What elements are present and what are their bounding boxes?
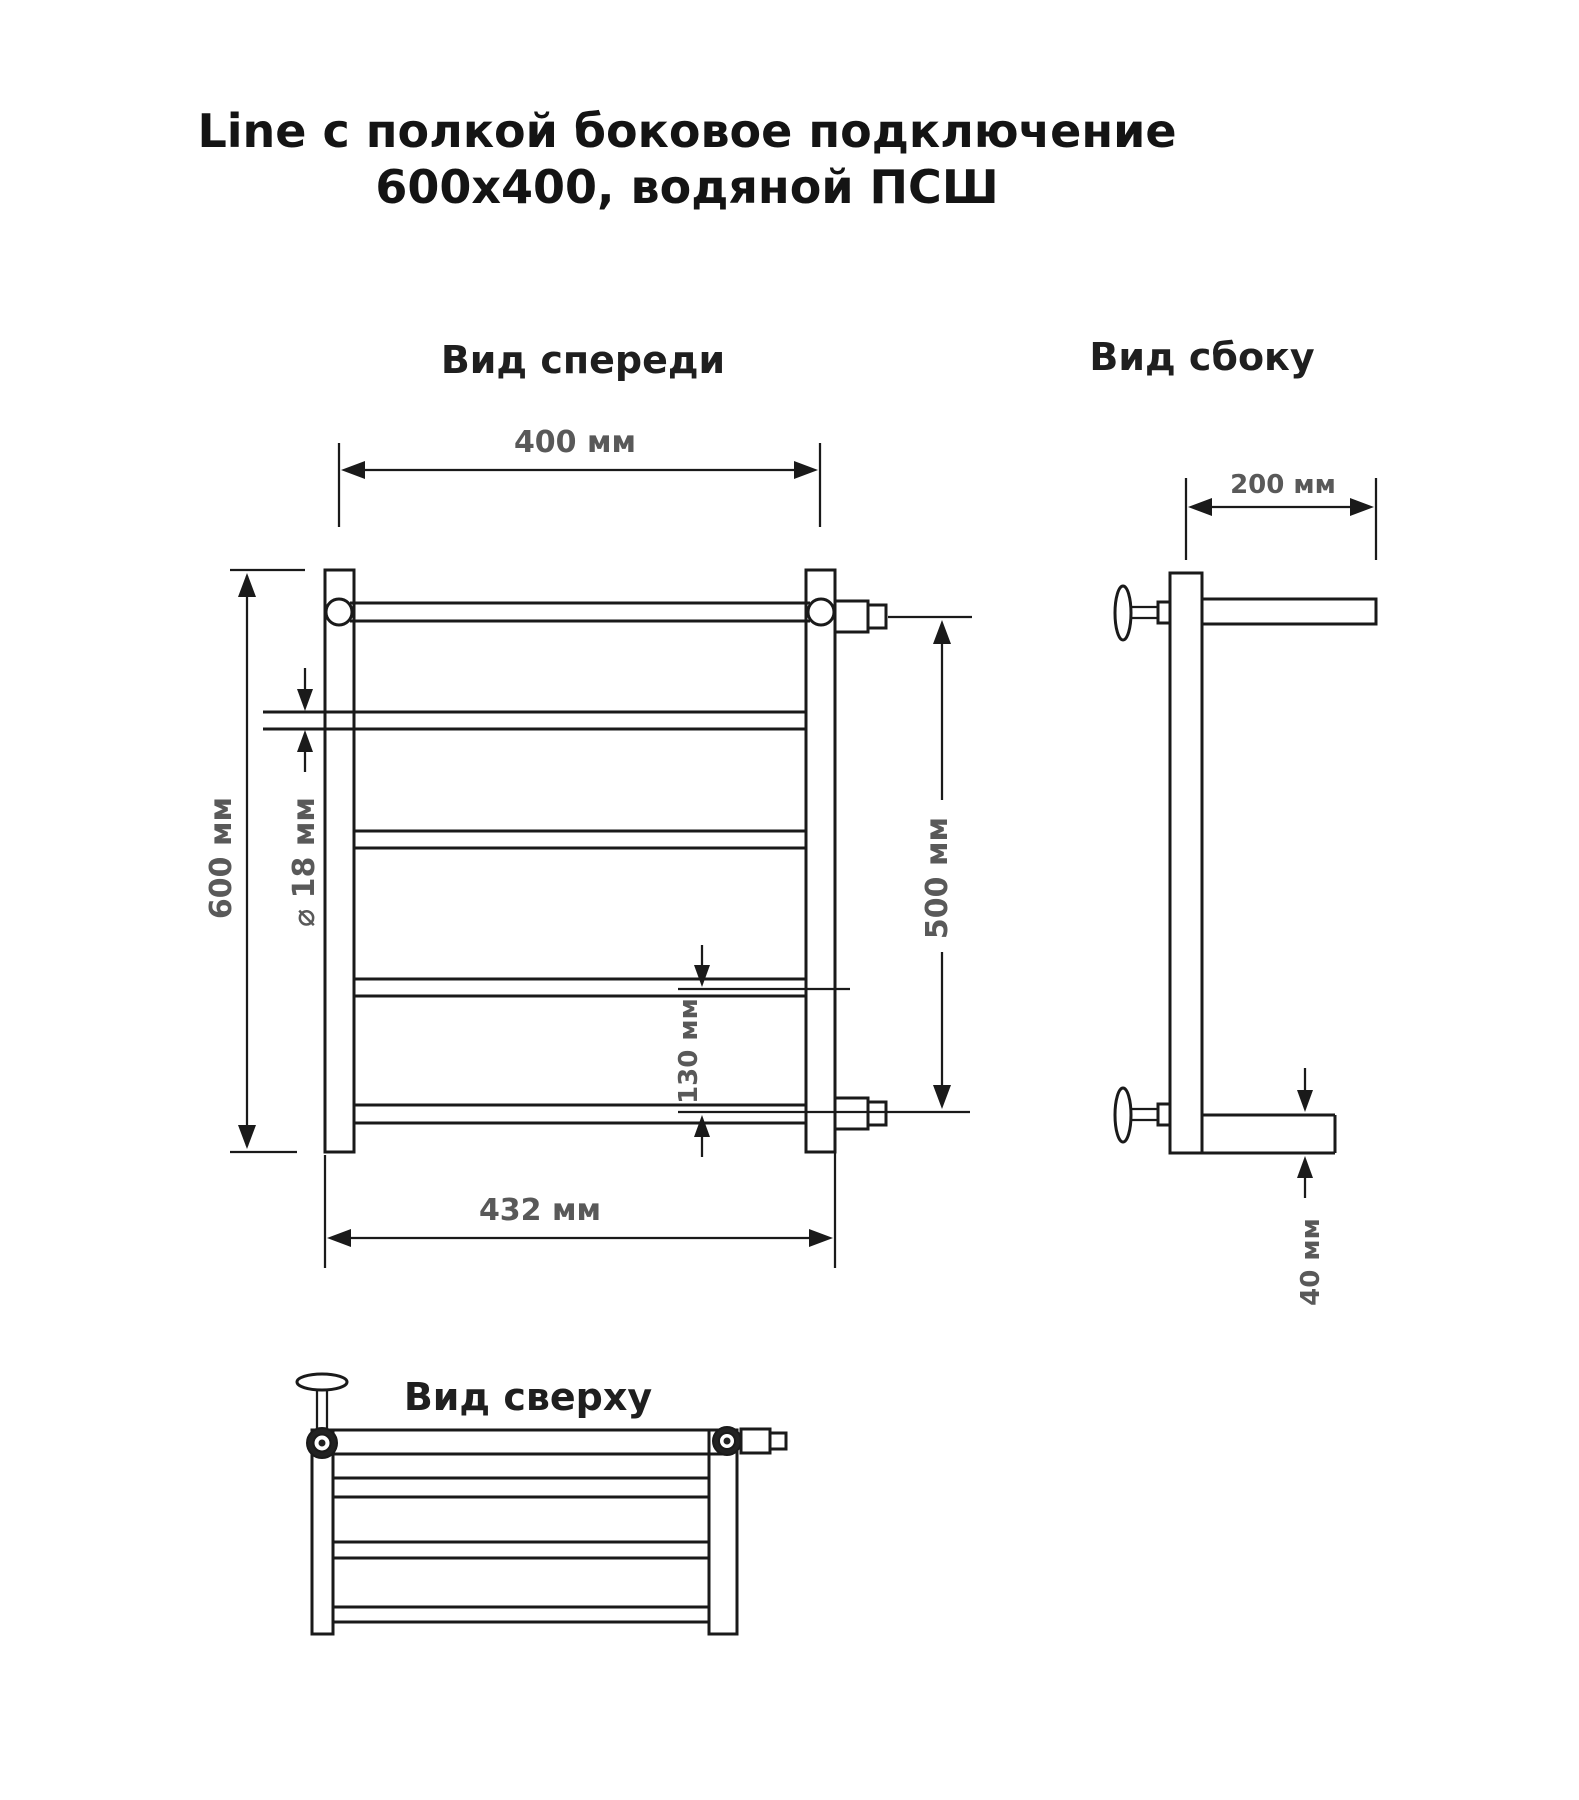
bottom-fitting-cap bbox=[868, 1102, 886, 1125]
dim-500-arrow-up bbox=[933, 620, 951, 644]
dim-depth bbox=[1186, 470, 1376, 560]
dim-top-width bbox=[339, 425, 820, 527]
dim-400-arrow-left bbox=[341, 461, 365, 479]
top-view-right-knob bbox=[713, 1427, 741, 1455]
dim-130-arrow-down bbox=[694, 965, 710, 987]
dim-130-label: 130 мм bbox=[674, 998, 704, 1104]
bottom-fitting-body bbox=[835, 1098, 868, 1129]
top-connection-fitting bbox=[835, 601, 886, 632]
stub-body bbox=[741, 1429, 770, 1453]
side-view bbox=[1089, 335, 1376, 1306]
dim-600-label: 600 мм bbox=[204, 796, 239, 920]
page-title bbox=[197, 104, 1176, 214]
dim-40-arrow-up bbox=[1297, 1156, 1313, 1178]
dim-bottom-offset bbox=[1296, 1068, 1326, 1306]
dim-18-arrow-up bbox=[297, 730, 313, 752]
top-view-shelf-bars bbox=[333, 1478, 709, 1622]
front-rung-5 bbox=[354, 1105, 806, 1123]
dim-40-label: 40 мм bbox=[1296, 1218, 1326, 1306]
top-bracket-flange bbox=[1115, 586, 1131, 640]
top-view-wall-bracket bbox=[297, 1374, 347, 1429]
bottom-connection-fitting bbox=[835, 1098, 886, 1129]
front-view bbox=[204, 338, 972, 1268]
dim-18-arrow-down bbox=[297, 689, 313, 711]
shelf-pivot-left bbox=[326, 599, 352, 625]
top-view-connection-stub bbox=[741, 1429, 786, 1453]
shelf-pivot-right bbox=[808, 599, 834, 625]
top-view bbox=[297, 1374, 786, 1634]
side-top-wall-bracket bbox=[1115, 586, 1170, 640]
front-rung-4 bbox=[354, 979, 806, 996]
top-view-flange bbox=[297, 1374, 347, 1390]
front-right-post bbox=[806, 570, 835, 1152]
dim-130-arrow-up bbox=[694, 1115, 710, 1137]
side-post bbox=[1170, 573, 1202, 1153]
right-knob-center bbox=[724, 1438, 731, 1445]
bottom-bracket-collar bbox=[1158, 1104, 1170, 1125]
dim-500-arrow-down bbox=[933, 1085, 951, 1109]
dim-432-arrow-right bbox=[809, 1229, 833, 1247]
top-fitting-body bbox=[835, 601, 868, 632]
side-view-label: Вид сбоку bbox=[1089, 335, 1315, 379]
top-bracket-collar bbox=[1158, 602, 1170, 623]
front-rung-3 bbox=[354, 831, 806, 848]
page-title-line1: Line с полкой боковое подключение bbox=[197, 104, 1177, 158]
dim-200-arrow-left bbox=[1188, 498, 1212, 516]
dim-400-label: 400 мм bbox=[513, 425, 637, 460]
left-knob-center bbox=[319, 1440, 326, 1447]
top-view-label: Вид сверху bbox=[403, 1375, 653, 1419]
dim-40-arrow-down bbox=[1297, 1090, 1313, 1112]
dim-432-label: 432 мм bbox=[478, 1193, 602, 1228]
top-view-front-tube bbox=[322, 1430, 727, 1454]
dim-500-label: 500 мм bbox=[920, 816, 955, 940]
dim-200-label: 200 мм bbox=[1230, 470, 1336, 500]
stub-cap bbox=[770, 1433, 786, 1449]
side-bottom-bar bbox=[1202, 1115, 1335, 1153]
top-view-left-post bbox=[312, 1430, 333, 1634]
dim-600-arrow-up bbox=[238, 573, 256, 597]
front-top-tube bbox=[350, 603, 810, 621]
front-left-post bbox=[325, 570, 354, 1152]
page-title-line2: 600x400, водяной ПСШ bbox=[375, 160, 999, 214]
dim-400-arrow-right bbox=[794, 461, 818, 479]
bottom-bracket-flange bbox=[1115, 1088, 1131, 1142]
dim-tube-diameter bbox=[287, 668, 322, 927]
dim-200-arrow-right bbox=[1350, 498, 1374, 516]
front-view-label: Вид спереди bbox=[440, 338, 726, 382]
side-shelf bbox=[1202, 599, 1376, 624]
dim-bottom-width bbox=[325, 1152, 835, 1268]
dim-18-label: ⌀ 18 мм bbox=[287, 797, 322, 927]
dim-432-arrow-left bbox=[327, 1229, 351, 1247]
dim-600-arrow-down bbox=[238, 1125, 256, 1149]
top-view-left-knob bbox=[307, 1428, 337, 1458]
top-fitting-cap bbox=[868, 605, 886, 628]
dim-connection-height bbox=[888, 617, 972, 1109]
top-view-right-post bbox=[709, 1430, 737, 1634]
side-bottom-wall-bracket bbox=[1115, 1088, 1170, 1142]
